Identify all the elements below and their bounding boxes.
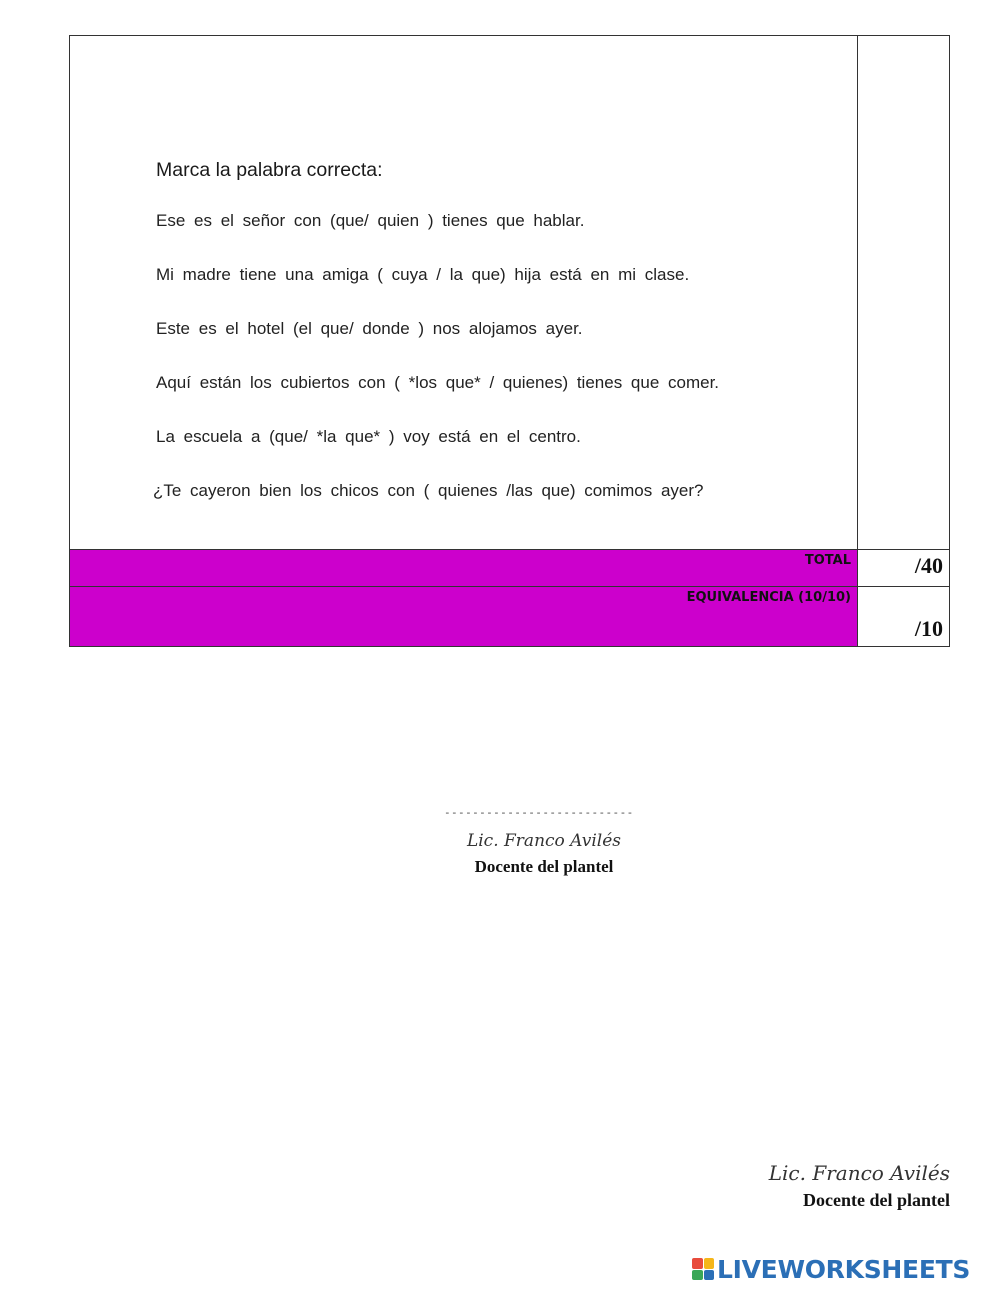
equivalence-score: /10 <box>914 616 943 641</box>
score-column <box>858 36 950 549</box>
equivalence-row <box>70 587 949 646</box>
question-5: La escuela a (que/ *la que* ) voy está en el centro. <box>156 427 581 446</box>
equivalence-band <box>70 587 858 646</box>
total-label: TOTAL <box>804 553 851 568</box>
liveworksheets-logo-icon <box>692 1258 714 1280</box>
worksheet-table <box>69 35 950 647</box>
question-1: Ese es el señor con (que/ quien ) tienes que hablar. <box>156 211 585 230</box>
equivalence-label: EQUIVALENCIA (10/10) <box>686 590 851 605</box>
question-3: Este es el hotel (el que/ donde ) nos alojamos ayer. <box>156 319 583 338</box>
signature-role-2: Docente del plantel <box>803 1190 950 1210</box>
signature-name-1: Lic. Franco Avilés <box>466 831 622 851</box>
question-6: ¿Te cayeron bien los chicos con ( quienes /las que) comimos ayer? <box>153 481 704 500</box>
signature-line: --------------------------- <box>444 806 634 819</box>
total-band <box>70 550 858 586</box>
instruction-heading: Marca la palabra correcta: <box>156 159 383 181</box>
exercise-cell <box>70 36 858 549</box>
question-4: Aquí están los cubiertos con ( *los que* / quienes) tienes que comer. <box>156 373 720 392</box>
liveworksheets-brand[interactable] <box>692 1254 970 1284</box>
signature-name-2: Lic. Franco Avilés <box>768 1161 950 1185</box>
brand-name: LIVEWORKSHEETS <box>717 1254 971 1284</box>
total-score: /40 <box>914 553 943 578</box>
question-2: Mi madre tiene una amiga ( cuya / la que) hija está en mi clase. <box>156 265 690 284</box>
total-row <box>70 549 949 587</box>
signature-role-1: Docente del plantel <box>474 857 614 876</box>
